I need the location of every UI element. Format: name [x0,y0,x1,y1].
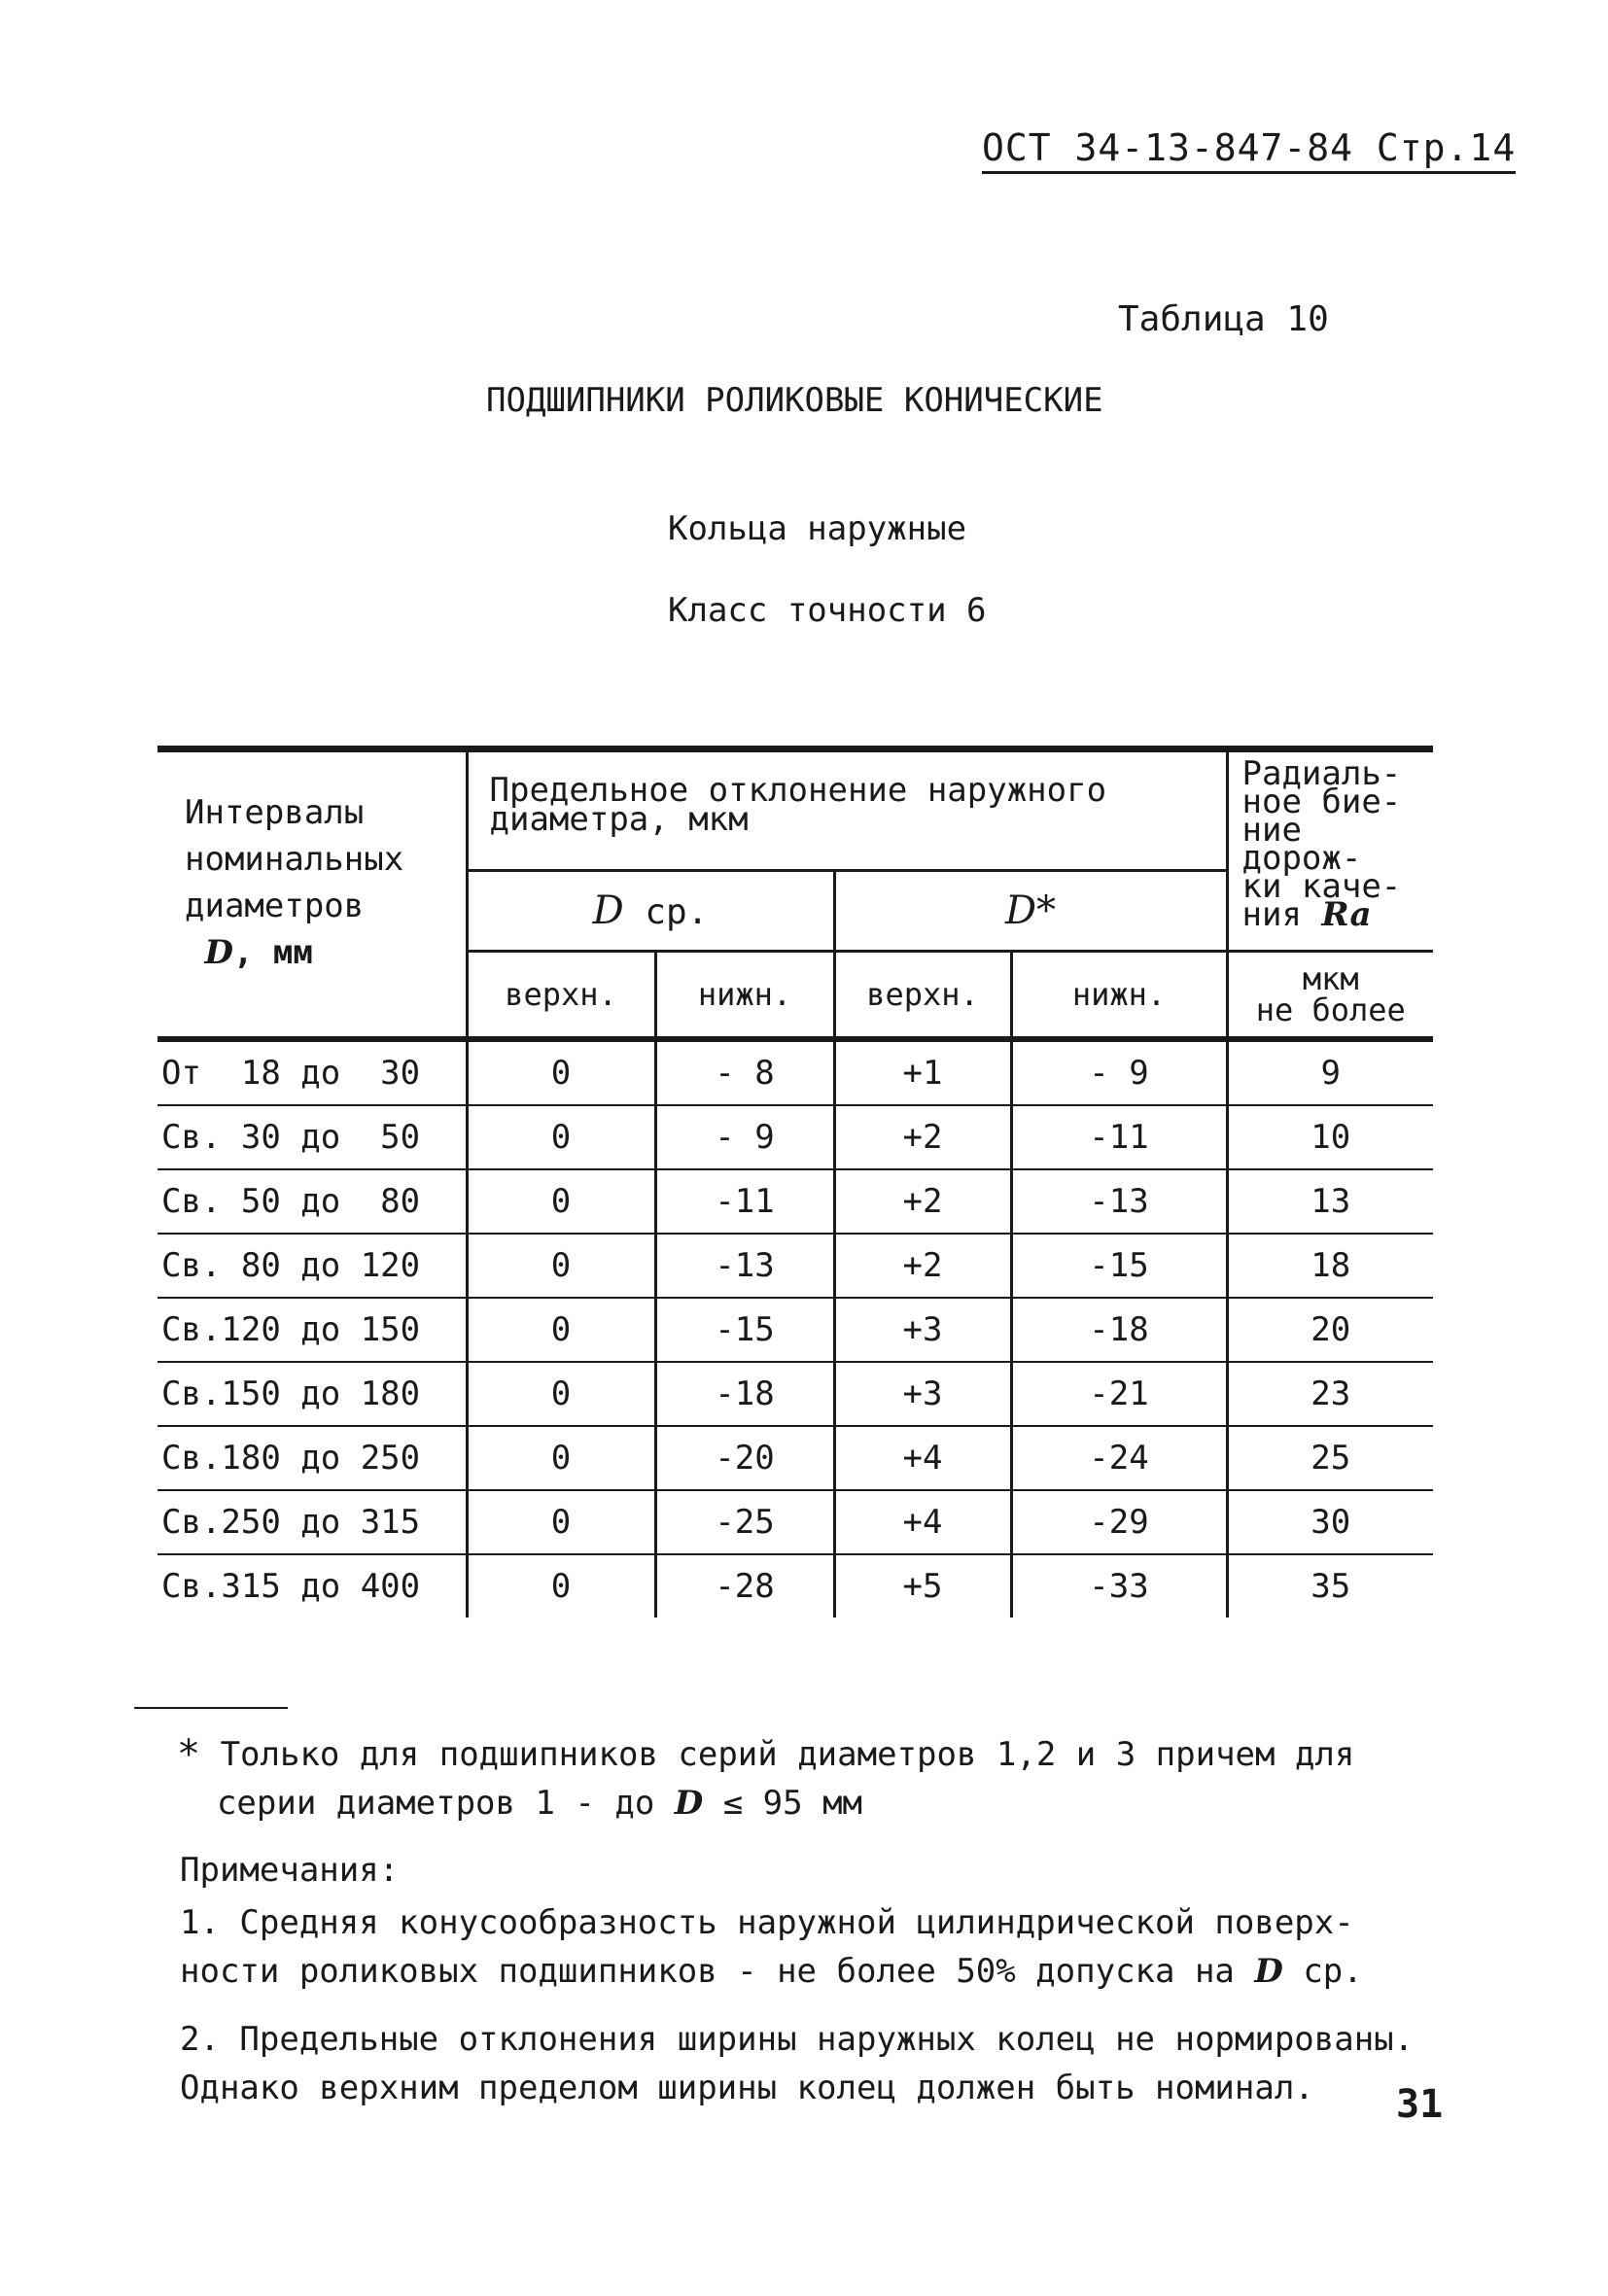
header-lower: нижн. [655,952,834,1040]
cell-radial: 13 [1227,1169,1433,1234]
footnote: * Только для подшипников серий диаметров 1,2 и 3 причем для серии диаметров 1 - до D ≤ 95 мм [177,1732,1355,1823]
page-number: 31 [1396,2082,1444,2127]
cell-range: Св. 80 до 120 [157,1234,467,1298]
cell-radial: 35 [1227,1554,1433,1618]
cell-radial: 30 [1227,1490,1433,1554]
tolerance-table [157,746,1433,1618]
cell-dm-up: 0 [467,1039,655,1105]
cell-ds-up: +4 [834,1426,1011,1490]
table-row [157,1105,1433,1169]
page-title: ПОДШИПНИКИ РОЛИКОВЫЕ КОНИЧЕСКИЕ [486,381,1103,420]
table-row [157,1039,1433,1105]
cell-ds-low: - 9 [1011,1039,1227,1105]
cell-ds-low: -24 [1011,1426,1227,1490]
cell-dm-low: - 8 [655,1039,834,1105]
cell-range: Св.250 до 315 [157,1490,467,1554]
header-interval: Интервалы номинальных диаметров D, мм [157,749,467,1040]
cell-dm-low: -20 [655,1426,834,1490]
cell-range: Св. 50 до 80 [157,1169,467,1234]
header-d-mean: D ср. [467,871,834,952]
cell-dm-low: - 9 [655,1105,834,1169]
footnote-rule [134,1707,288,1709]
cell-radial: 9 [1227,1039,1433,1105]
cell-dm-low: -11 [655,1169,834,1234]
cell-dm-up: 0 [467,1298,655,1362]
cell-dm-up: 0 [467,1490,655,1554]
cell-ds-up: +1 [834,1039,1011,1105]
cell-range: Св.150 до 180 [157,1362,467,1426]
cell-ds-low: -21 [1011,1362,1227,1426]
cell-ds-up: +2 [834,1169,1011,1234]
cell-range: Св.180 до 250 [157,1426,467,1490]
header-lower: нижн. [1011,952,1227,1040]
header-deviation: Предельное отклонение наружного диаметра, мкм [467,749,1227,871]
table-row [157,1169,1433,1234]
subtitle: Кольца наружные [668,509,967,548]
cell-ds-low: -33 [1011,1554,1227,1618]
table-row [157,1490,1433,1554]
table-number: Таблица 10 [1118,299,1329,339]
cell-dm-up: 0 [467,1426,655,1490]
cell-radial: 23 [1227,1362,1433,1426]
cell-dm-up: 0 [467,1169,655,1234]
accuracy-class: Класс точности 6 [668,591,987,630]
ra-symbol: Ra [1321,895,1372,934]
cell-radial: 18 [1227,1234,1433,1298]
d-symbol: D [204,933,233,972]
cell-range: Св.315 до 400 [161,1567,421,1606]
cell-dm-up: 0 [467,1362,655,1426]
cell-ds-low: -13 [1011,1169,1227,1234]
cell-radial: 20 [1227,1298,1433,1362]
header-d-star: D* [834,871,1227,952]
note-1: 1. Средняя конусообразность наружной цилиндрической поверх- ности роликовых подшипников - не более 50% допуска на D ср. [180,1903,1363,1991]
note-2: 2. Предельные отклонения ширины наружных колец не нормированы. Однако верхним пределом ширины колец должен быть номинал. [180,2020,1415,2107]
cell-dm-low: -13 [655,1234,834,1298]
cell-ds-low: -11 [1011,1105,1227,1169]
table-row [157,1362,1433,1426]
cell-range: Св.120 до 150 [157,1298,467,1362]
cell-dm-up: 0 [467,1554,655,1618]
cell-dm-low: -18 [655,1362,834,1426]
table-row [157,1426,1433,1490]
cell-ds-up: +2 [834,1234,1011,1298]
header-upper: верхн. [834,952,1011,1040]
cell-ds-up: +2 [834,1105,1011,1169]
cell-radial: 25 [1227,1426,1433,1490]
table-row [157,1298,1433,1362]
header-upper: верхн. [467,952,655,1040]
notes-heading: Примечания: [180,1851,400,1890]
cell-range: Св. 30 до 50 [157,1105,467,1169]
asterisk: * [177,1732,201,1777]
header-radial-runout: Радиаль- ное бие- ние дорож- ки каче- ния Ra [1227,749,1433,952]
cell-ds-up: +4 [834,1490,1011,1554]
cell-ds-up: +5 [834,1554,1011,1618]
cell-dm-up: 0 [467,1234,655,1298]
cell-radial: 10 [1227,1105,1433,1169]
cell-ds-low: -18 [1011,1298,1227,1362]
cell-ds-up: +3 [834,1362,1011,1426]
table-row [157,1234,1433,1298]
cell-ds-low: -15 [1011,1234,1227,1298]
document-code: ОСТ 34-13-847-84 Стр.14 [982,126,1516,174]
table-row [157,1554,1433,1618]
cell-dm-up: 0 [467,1105,655,1169]
header-unit: мкм не более [1227,952,1433,1040]
cell-dm-low: -28 [655,1554,834,1618]
cell-range: От 18 до 30 [157,1039,467,1105]
cell-ds-low: -29 [1011,1490,1227,1554]
cell-dm-low: -15 [655,1298,834,1362]
cell-dm-low: -25 [655,1490,834,1554]
cell-ds-up: +3 [834,1298,1011,1362]
